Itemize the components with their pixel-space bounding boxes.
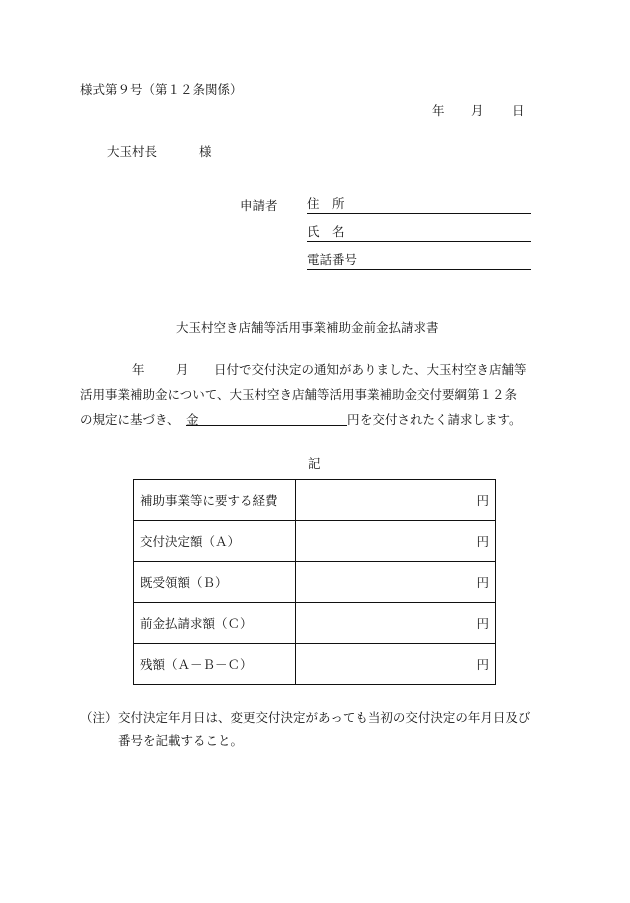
table-row	[134, 562, 496, 603]
applicant-label: 申請者	[240, 198, 278, 213]
table-row	[134, 603, 496, 644]
name-label: 氏 名	[307, 224, 345, 239]
amount-suffix: 円	[347, 412, 360, 427]
row-label: 交付決定額（Ａ）	[134, 521, 296, 562]
amount-field[interactable]	[186, 410, 347, 426]
row-label: 補助事業等に要する経費	[134, 480, 296, 521]
date-month-label: 月	[471, 103, 484, 118]
row-value-cell[interactable]	[296, 480, 496, 521]
amount-prefix: 金	[186, 412, 199, 427]
body-year: 年	[132, 362, 145, 377]
row-value-cell[interactable]	[296, 521, 496, 562]
body-line2: 活用事業補助金について、大玉村空き店舗等活用事業補助金交付要綱第１２条	[80, 387, 518, 402]
form-number: 様式第９号（第１２条関係）	[80, 82, 243, 97]
row-value-cell[interactable]	[296, 562, 496, 603]
body-line3-prefix: の規定に基づき、	[80, 412, 180, 427]
amount-table	[133, 479, 496, 685]
row-value-cell[interactable]	[296, 644, 496, 685]
yen-unit: 円	[476, 493, 489, 508]
addressee-name: 大玉村長	[107, 144, 158, 159]
ki-heading: 記	[308, 456, 321, 471]
table-row	[134, 644, 496, 685]
address-field[interactable]	[307, 194, 531, 214]
yen-unit: 円	[476, 616, 489, 631]
row-value-cell[interactable]	[296, 603, 496, 644]
body-month: 月	[176, 362, 189, 377]
yen-unit: 円	[476, 657, 489, 672]
note-line1: 交付決定年月日は、変更交付決定があっても当初の交付決定の年月日及び	[118, 710, 531, 725]
table-row	[134, 480, 496, 521]
addressee-honorific: 様	[199, 144, 212, 159]
name-underline	[307, 241, 531, 242]
address-underline	[307, 213, 531, 214]
row-label: 既受領額（Ｂ）	[134, 562, 296, 603]
document-title: 大玉村空き店舗等活用事業補助金前金払請求書	[176, 320, 439, 335]
address-label: 住 所	[307, 196, 345, 211]
body-line3-suffix: を交付されたく請求します。	[360, 412, 522, 427]
note-label: （注）	[80, 710, 118, 725]
yen-unit: 円	[476, 575, 489, 590]
row-label: 残額（Ａ－Ｂ－Ｃ）	[134, 644, 296, 685]
phone-underline	[307, 269, 531, 270]
phone-field[interactable]	[307, 250, 531, 270]
row-label: 前金払請求額（Ｃ）	[134, 603, 296, 644]
table-row	[134, 521, 496, 562]
yen-unit: 円	[476, 534, 489, 549]
date-day-label: 日	[512, 103, 525, 118]
body-line1: 日付で交付決定の通知がありました、大玉村空き店舗等	[214, 362, 527, 377]
phone-label: 電話番号	[307, 252, 358, 267]
note-line2: 番号を記載すること。	[118, 733, 244, 748]
date-year-label: 年	[432, 103, 445, 118]
name-field[interactable]	[307, 222, 531, 242]
